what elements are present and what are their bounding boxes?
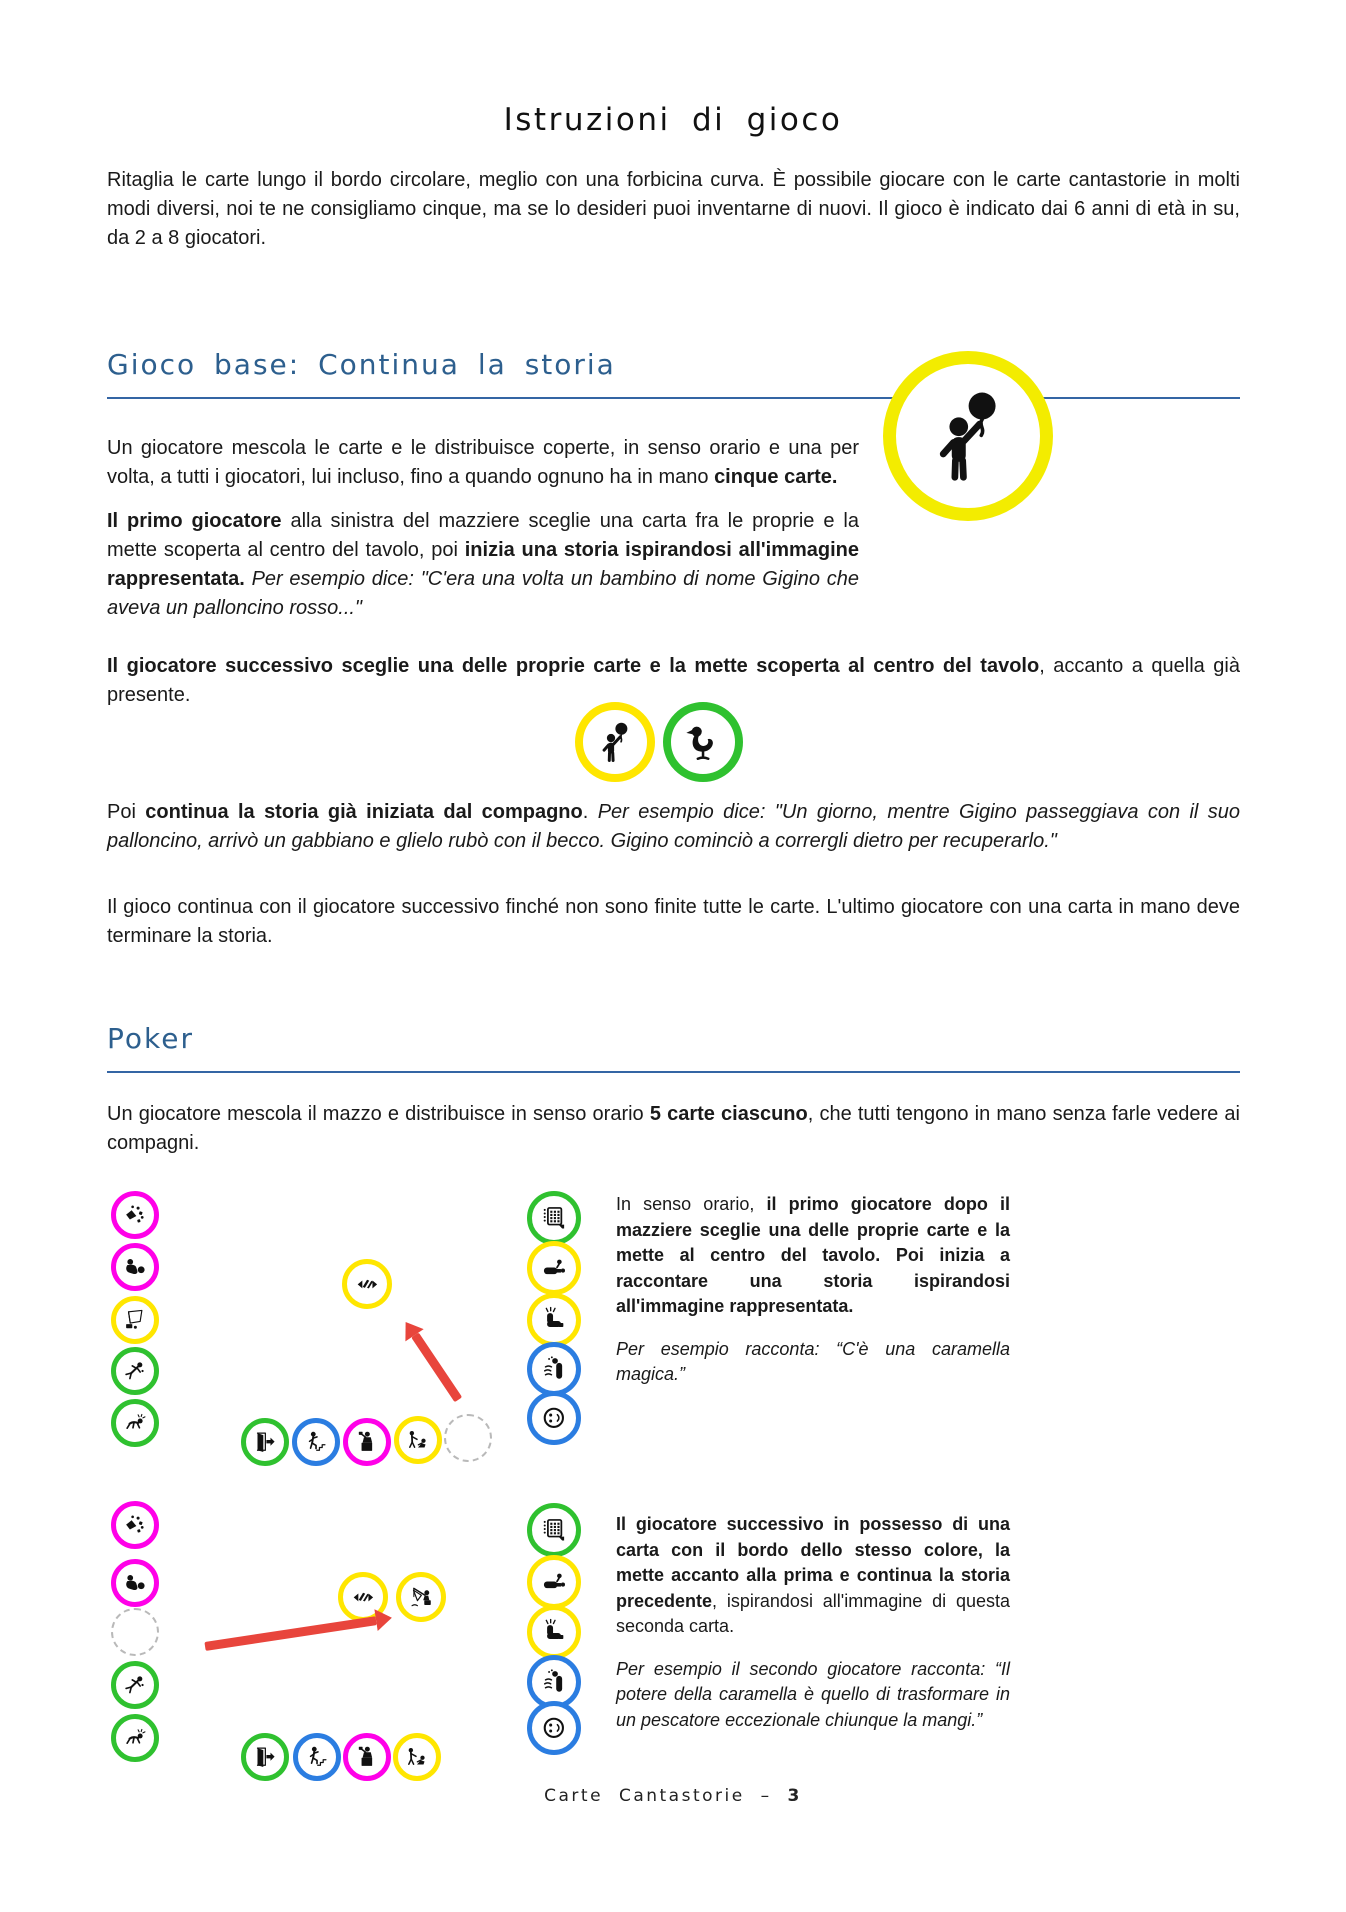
- kid-ball-icon: [121, 1569, 148, 1596]
- exit-door-icon: [251, 1428, 278, 1455]
- red-arrow: [407, 1324, 458, 1400]
- kid-ball-icon: [121, 1253, 148, 1280]
- candy-icon: [353, 1270, 382, 1299]
- text-run: alla sinistra del mazziere sceglie una carta fra le proprie e la mette scoperta al centro del tavolo, poi: [107, 510, 859, 561]
- candy-icon: [349, 1583, 378, 1612]
- text-run: Il primo giocatore: [107, 510, 282, 532]
- card-kid-ball: [111, 1559, 159, 1607]
- card-crawl: [111, 1714, 159, 1762]
- card-keypad: [527, 1503, 581, 1557]
- kick-icon: [538, 1616, 570, 1648]
- arrow-line: [411, 1333, 462, 1402]
- paragraph-continue-story: [107, 798, 1240, 856]
- paragraph-poker-deal: [107, 1100, 1240, 1158]
- text-run: Per esempio il secondo giocatore racconta: “Il potere della caramella è quello di trasformare in un pescatore eccezionale chiunque la mangi.”: [616, 1658, 1010, 1730]
- card-podium-speaker: [343, 1418, 391, 1466]
- paragraph-deal-cards: [107, 434, 859, 492]
- paragraph-game-end: [107, 893, 1240, 951]
- text-run: inizia una storia ispirandosi all'immagine rappresentata.: [107, 539, 859, 590]
- help-fallen-icon: [404, 1426, 431, 1453]
- balloon-kid-icon: [916, 384, 1020, 488]
- text-run: il primo giocatore dopo il mazziere sceglie una delle proprie carte e la mette al centro del tavolo. Poi inizia a raccontare una storia ispirandosi all'immagine rappresentata.: [616, 1194, 1010, 1316]
- arrow-head: [397, 1316, 424, 1342]
- balloon-kid-icon: [592, 719, 638, 765]
- crawl-icon: [121, 1409, 148, 1436]
- paragraph-next-player: [107, 652, 1240, 710]
- candy-spill-icon: [121, 1201, 148, 1228]
- card-candy-spill: [111, 1501, 159, 1549]
- poker-step2-example: [616, 1657, 1010, 1734]
- card-shower: [527, 1342, 581, 1396]
- text-run: 5 carte ciascuno: [649, 1103, 808, 1125]
- face-icon: [538, 1712, 570, 1744]
- text-run: , che tutti tengono in mano senza farle vedere ai compagni.: [107, 1103, 1241, 1154]
- card-face: [527, 1391, 581, 1445]
- trip-fall-icon: [121, 1357, 148, 1384]
- crawl-icon: [121, 1724, 148, 1751]
- text-run: Carte Cantastorie –: [544, 1786, 788, 1806]
- kick-icon: [538, 1304, 570, 1336]
- text-run: Per esempio racconta: “C'è una caramella magica.”: [616, 1338, 1010, 1384]
- keypad-icon: [538, 1202, 570, 1234]
- climb-stairs-icon: [302, 1428, 329, 1455]
- net-trap-icon: [121, 1306, 148, 1333]
- card-exit-door: [241, 1733, 289, 1781]
- text-run: Il giocatore successivo sceglie una delle proprie carte e la mette scoperta al centro del tavolo: [107, 655, 1040, 677]
- poker-step2-text: [616, 1512, 1010, 1733]
- podium-speaker-icon: [353, 1428, 380, 1455]
- card-climb-stairs: [292, 1418, 340, 1466]
- card-climb-stairs: [293, 1733, 341, 1781]
- card-bottle: [527, 1555, 581, 1609]
- card-fisherman: [396, 1572, 446, 1622]
- card-kid-ball: [111, 1243, 159, 1291]
- page-footer: [0, 1786, 1346, 1806]
- poker-step1-rule: [616, 1192, 1010, 1320]
- text-run: Un giocatore mescola il mazzo e distribuisce in senso orario: [107, 1103, 650, 1125]
- text-run: Il gioco continua con il giocatore successivo finché non sono finite tutte le carte. L'ultimo giocatore con una carta in mano deve terminare la storia.: [107, 896, 1240, 947]
- text-run: Un giocatore mescola le carte e le distribuisce coperte, in senso orario e una per volta, a tutti i giocatori, lui incluso, fino a quando ognuno ha in mano: [107, 437, 859, 488]
- poker-step2-rule: [616, 1512, 1010, 1640]
- exit-door-icon: [251, 1743, 278, 1770]
- card-kick: [527, 1605, 581, 1659]
- card-help-fallen: [393, 1733, 441, 1781]
- text-run: In senso orario,: [616, 1194, 767, 1214]
- poker-step1-example: [616, 1337, 1010, 1388]
- card-seagull: [663, 702, 743, 782]
- bottle-icon: [538, 1252, 570, 1284]
- climb-stairs-icon: [303, 1743, 330, 1770]
- card-podium-speaker: [343, 1733, 391, 1781]
- text-run: continua la storia già iniziata dal compagno: [145, 801, 583, 823]
- card-candy: [342, 1259, 392, 1309]
- face-icon: [538, 1402, 570, 1434]
- keypad-icon: [538, 1514, 570, 1546]
- bottle-icon: [538, 1566, 570, 1598]
- text-run: Ritaglia le carte lungo il bordo circolare, meglio con una forbicina curva. È possibile giocare con le carte cantastorie in molti modi diversi, noi te ne consigliamo cinque, ma se lo desideri puoi inventarne di nuovi. Il gioco è indicato dai 6 anni di età in su, da 2 a 8 giocatori.: [107, 169, 1240, 249]
- text-run: Poi: [107, 801, 146, 823]
- text-run: Il giocatore successivo in possesso di una carta con il bordo dello stesso colore, la mette accanto alla prima e continua la storia precedente: [616, 1514, 1010, 1611]
- text-run: , ispirandosi all'immagine di questa seconda carta.: [616, 1590, 1010, 1636]
- page-title: Istruzioni di gioco: [503, 102, 843, 138]
- card-kick: [527, 1293, 581, 1347]
- card-candy: [338, 1572, 388, 1622]
- card-placeholder: [111, 1608, 159, 1656]
- text-run: Per esempio dice: "C'era una volta un bambino di nome Gigino che aveva un palloncino rosso...": [107, 568, 859, 619]
- card-trip-fall: [111, 1347, 159, 1395]
- shower-icon: [538, 1353, 570, 1385]
- card-net-trap: [111, 1296, 159, 1344]
- card-help-fallen: [394, 1416, 442, 1464]
- trip-fall-icon: [121, 1671, 148, 1698]
- card-balloon-kid: [575, 702, 655, 782]
- gioco-base-text-column: [107, 434, 859, 623]
- arrow-head: [374, 1607, 393, 1631]
- fisherman-icon: [407, 1583, 436, 1612]
- card-keypad: [527, 1191, 581, 1245]
- arrow-line: [204, 1616, 376, 1651]
- card-face: [527, 1701, 581, 1755]
- card-candy-spill: [111, 1191, 159, 1239]
- section-heading-poker: Poker: [107, 1022, 1240, 1073]
- seagull-icon: [680, 719, 726, 765]
- red-arrow: [205, 1618, 390, 1646]
- text-run: .: [582, 801, 598, 823]
- text-run: 3: [787, 1786, 802, 1806]
- podium-speaker-icon: [353, 1743, 380, 1770]
- help-fallen-icon: [403, 1743, 430, 1770]
- card-shower: [527, 1655, 581, 1709]
- text-run: , accanto a quella già presente.: [107, 655, 1240, 706]
- paragraph-first-player: [107, 507, 859, 623]
- card-bottle: [527, 1241, 581, 1295]
- candy-spill-icon: [121, 1511, 148, 1538]
- card-crawl: [111, 1399, 159, 1447]
- card-trip-fall: [111, 1661, 159, 1709]
- section-heading-gioco-base: Gioco base: Continua la storia: [107, 348, 1240, 399]
- text-run: Per esempio dice: "Un giorno, mentre Gigino passeggiava con il suo palloncino, arrivò un gabbiano e glielo rubò con il becco. Gigino cominciò a corrergli dietro per recuperarlo.": [107, 801, 1240, 852]
- card-exit-door: [241, 1418, 289, 1466]
- poker-step1-text: [616, 1192, 1010, 1388]
- card-placeholder: [444, 1414, 492, 1462]
- intro-paragraph: [107, 166, 1240, 253]
- text-run: cinque carte.: [714, 466, 838, 488]
- shower-icon: [538, 1666, 570, 1698]
